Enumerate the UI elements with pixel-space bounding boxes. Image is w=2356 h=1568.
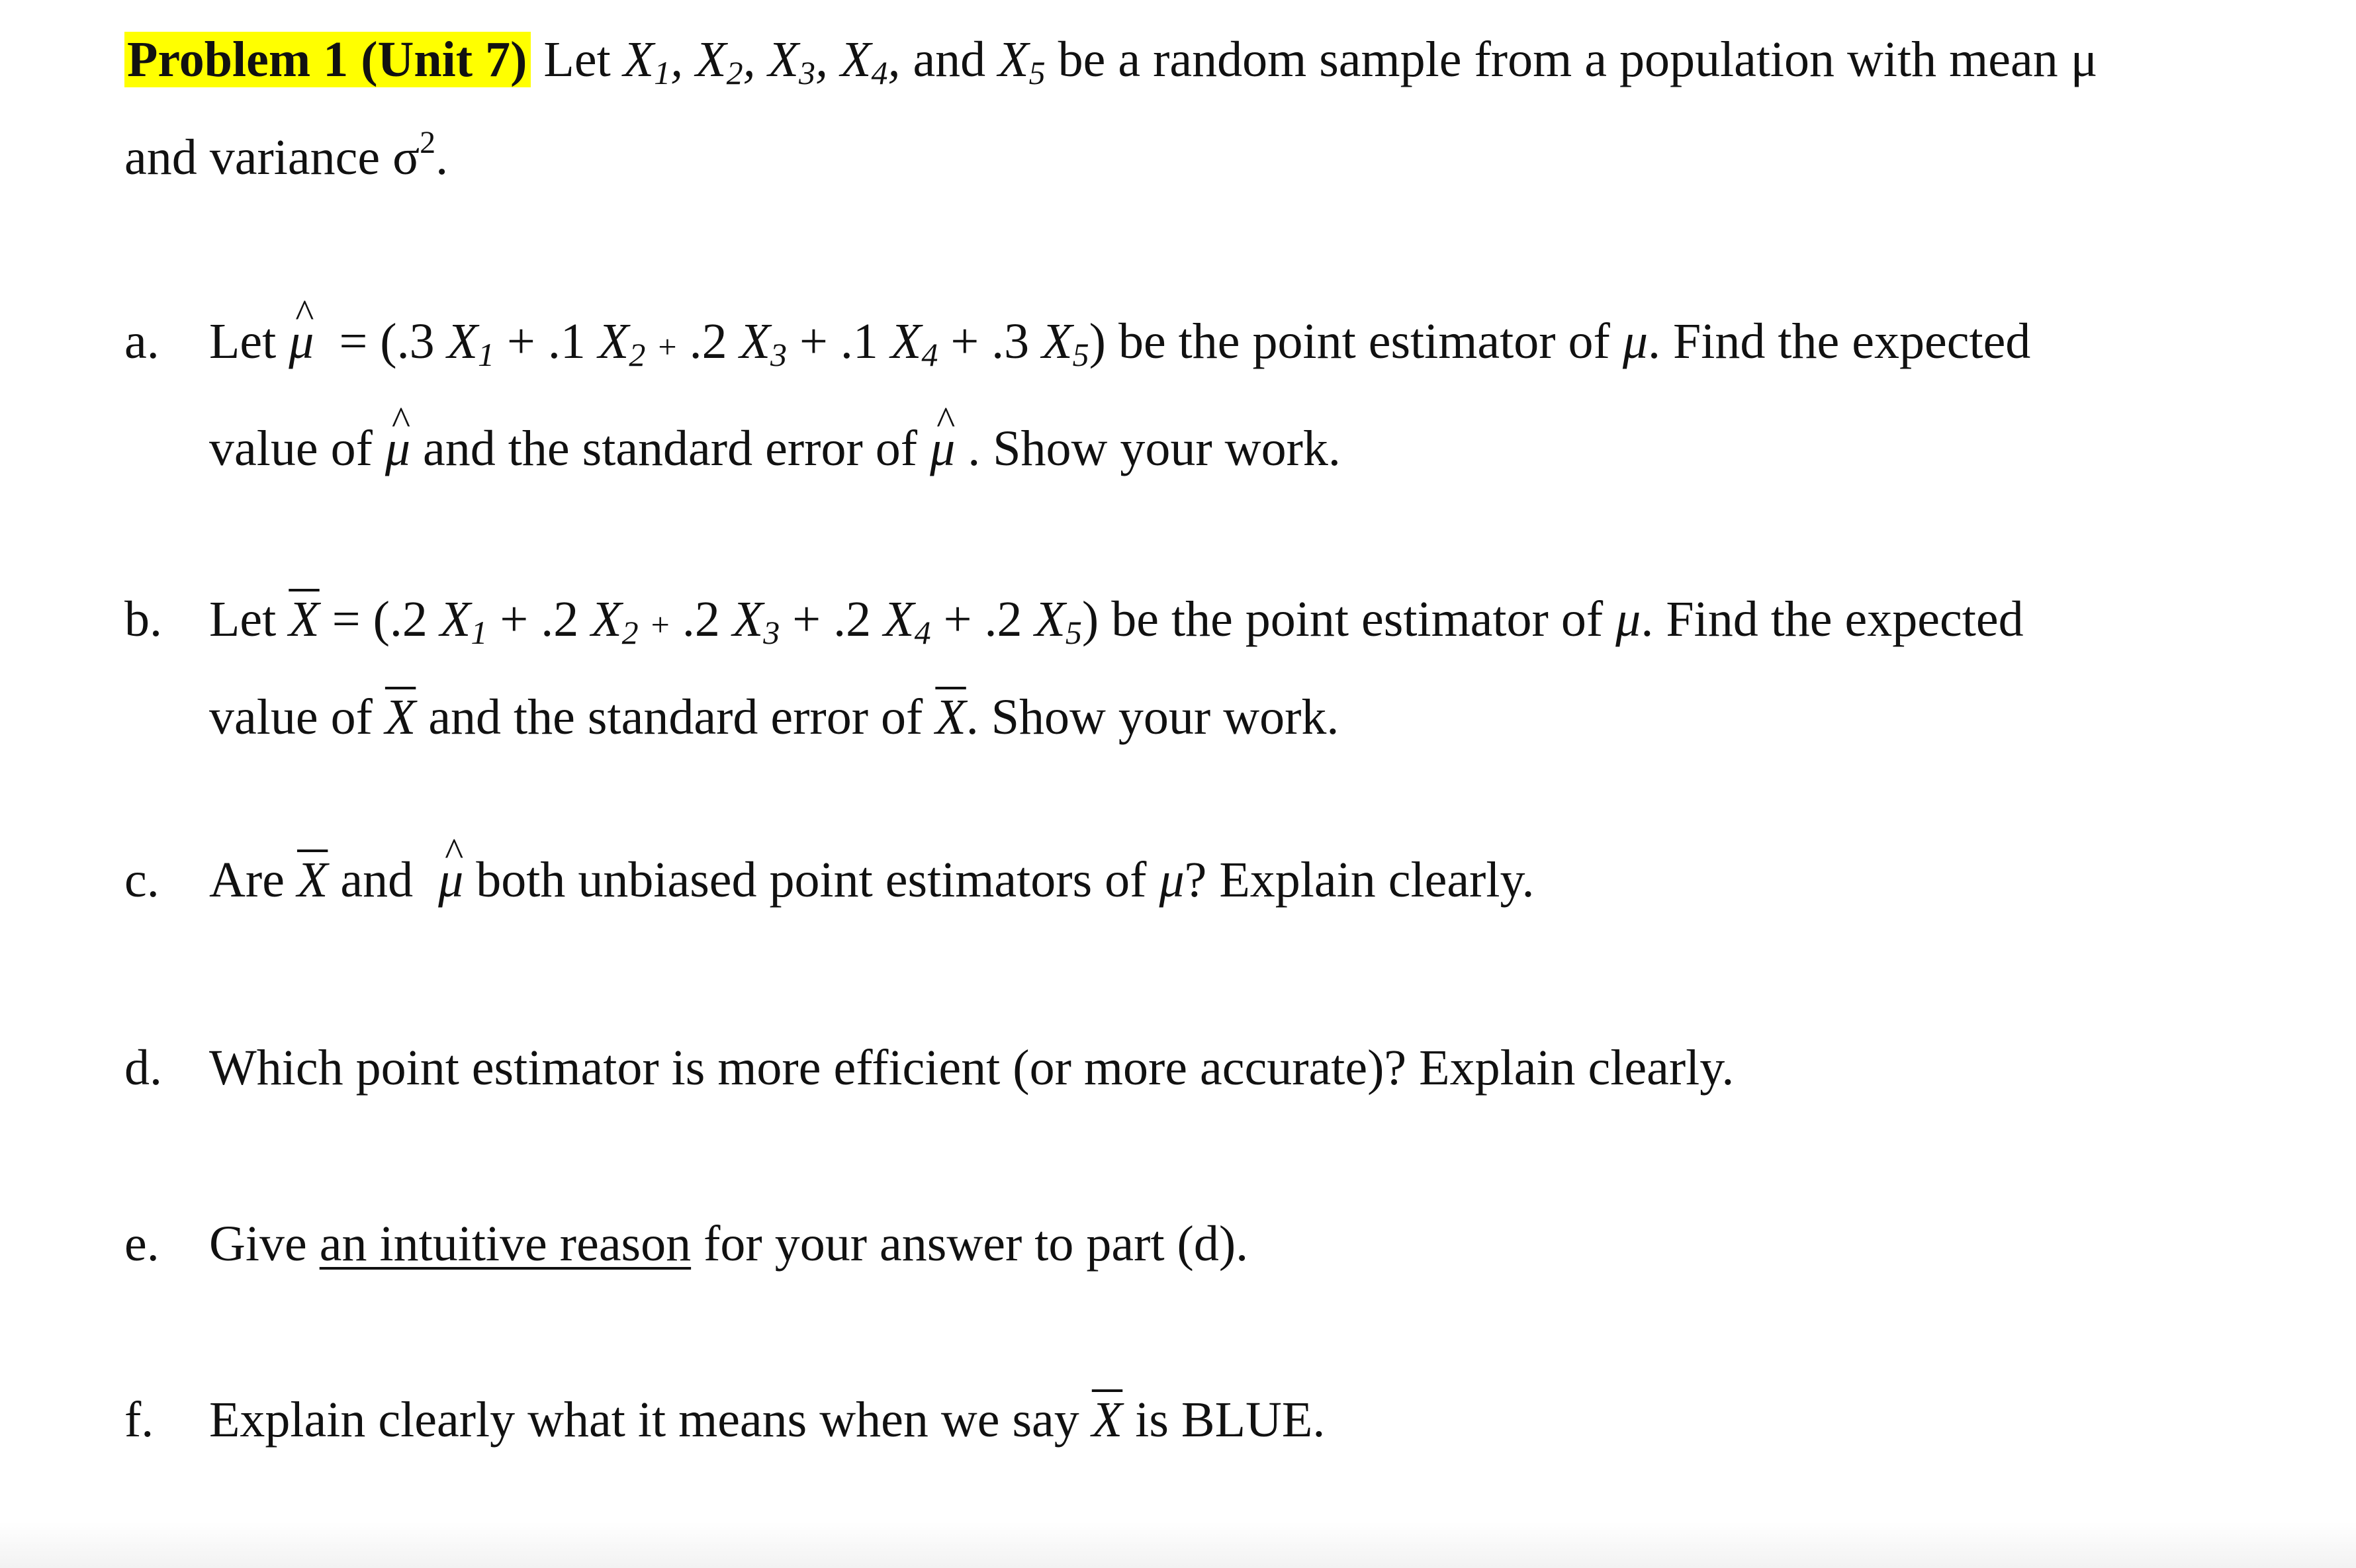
intro-variance: and variance σ: [124, 130, 420, 185]
part-e-underlined: an intuitive reason: [319, 1216, 692, 1272]
part-e-label: e.: [124, 1216, 159, 1272]
part-c-label: c.: [124, 852, 159, 908]
part-e-line: [209, 1216, 1249, 1272]
problem-title: Problem 1 (Unit 7): [124, 32, 531, 87]
part-b-line-2: value of $\overline{X}$ and the standard error of $\overline{X}$. Show your work.: [209, 689, 1339, 745]
part-c-are: Are: [209, 852, 285, 908]
part-d-label: d.: [124, 1040, 162, 1096]
part-c-and: and: [340, 852, 414, 908]
part-b-line-1: Let $\overline{X} = (.2$ $X_1 + .2$ $X_2 + .2$ $X_3 + .2$ $X_4 + .2$ $X_5$) be the point estimator of μ. Find the expected: [209, 591, 2024, 651]
part-f-label: f.: [124, 1392, 154, 1448]
part-d-text: Which point estimator is more efficient (or more accurate)? Explain clearly.: [209, 1040, 1735, 1096]
part-a-value-of: value of: [209, 421, 373, 476]
intro-rest: be a random sample from a population with mean μ: [1058, 32, 2098, 87]
problem-intro-line-1: Problem 1 (Unit 7) Let $X_1$, $X_2$, $X_3$, $X_4$, and $X_5$ be a random sample from a population with mean μ: [124, 34, 2098, 89]
part-a-find: . Find the expected: [1648, 314, 2031, 369]
part-c-post: both unbiased point estimators of: [476, 852, 1147, 908]
part-e-post: for your answer to part (d).: [703, 1216, 1249, 1272]
intro-period: .: [435, 130, 449, 185]
part-f-pre: Explain clearly what it means when we say: [209, 1392, 1079, 1448]
part-a-label: a.: [124, 314, 159, 369]
part-a-line-1: Let ^ μ = (.3 $X_1 + .1$ $X_2 + .2$ $X_3 + .1$ $X_4 + .3$ $X_5$) be the point estimator of μ. Find the expected: [209, 316, 2030, 371]
mu-hat-symbol: ^ μ: [289, 316, 314, 367]
part-a-se: and the standard error of: [423, 421, 918, 476]
part-a-post: be the point estimator of: [1118, 314, 1610, 369]
part-c-end: ? Explain clearly.: [1184, 852, 1535, 908]
part-b-value-of: value of: [209, 689, 373, 745]
part-b-show: . Show your work.: [966, 689, 1339, 745]
part-b-post: be the point estimator of: [1111, 591, 1604, 647]
part-c-line: Are $\overline{X}$ and ^ μ both unbiased point estimators of μ? Explain clearly.: [209, 855, 1535, 905]
part-a-line-2: value of ^ μ and the standard error of ^ μ . Show your work.: [209, 423, 1341, 474]
intro-let: Let: [543, 32, 611, 87]
part-b-label: b.: [124, 591, 162, 647]
page-bottom-shadow: [0, 1522, 2356, 1568]
x-bar-symbol: $\overline{X}$: [289, 591, 320, 647]
part-b-find: . Find the expected: [1641, 591, 2024, 647]
part-f-post: is BLUE.: [1135, 1392, 1326, 1448]
intro-squared: 2: [420, 125, 436, 160]
problem-intro-line-2: [124, 127, 448, 183]
part-a-let: Let: [209, 314, 277, 369]
part-b-let: Let: [209, 591, 277, 647]
part-b-se: and the standard error of: [428, 689, 923, 745]
part-f-line: Explain clearly what it means when we say $\overline{X}$ is BLUE.: [209, 1392, 1326, 1448]
part-a-show: . Show your work.: [968, 421, 1341, 476]
part-e-give: Give: [209, 1216, 307, 1272]
